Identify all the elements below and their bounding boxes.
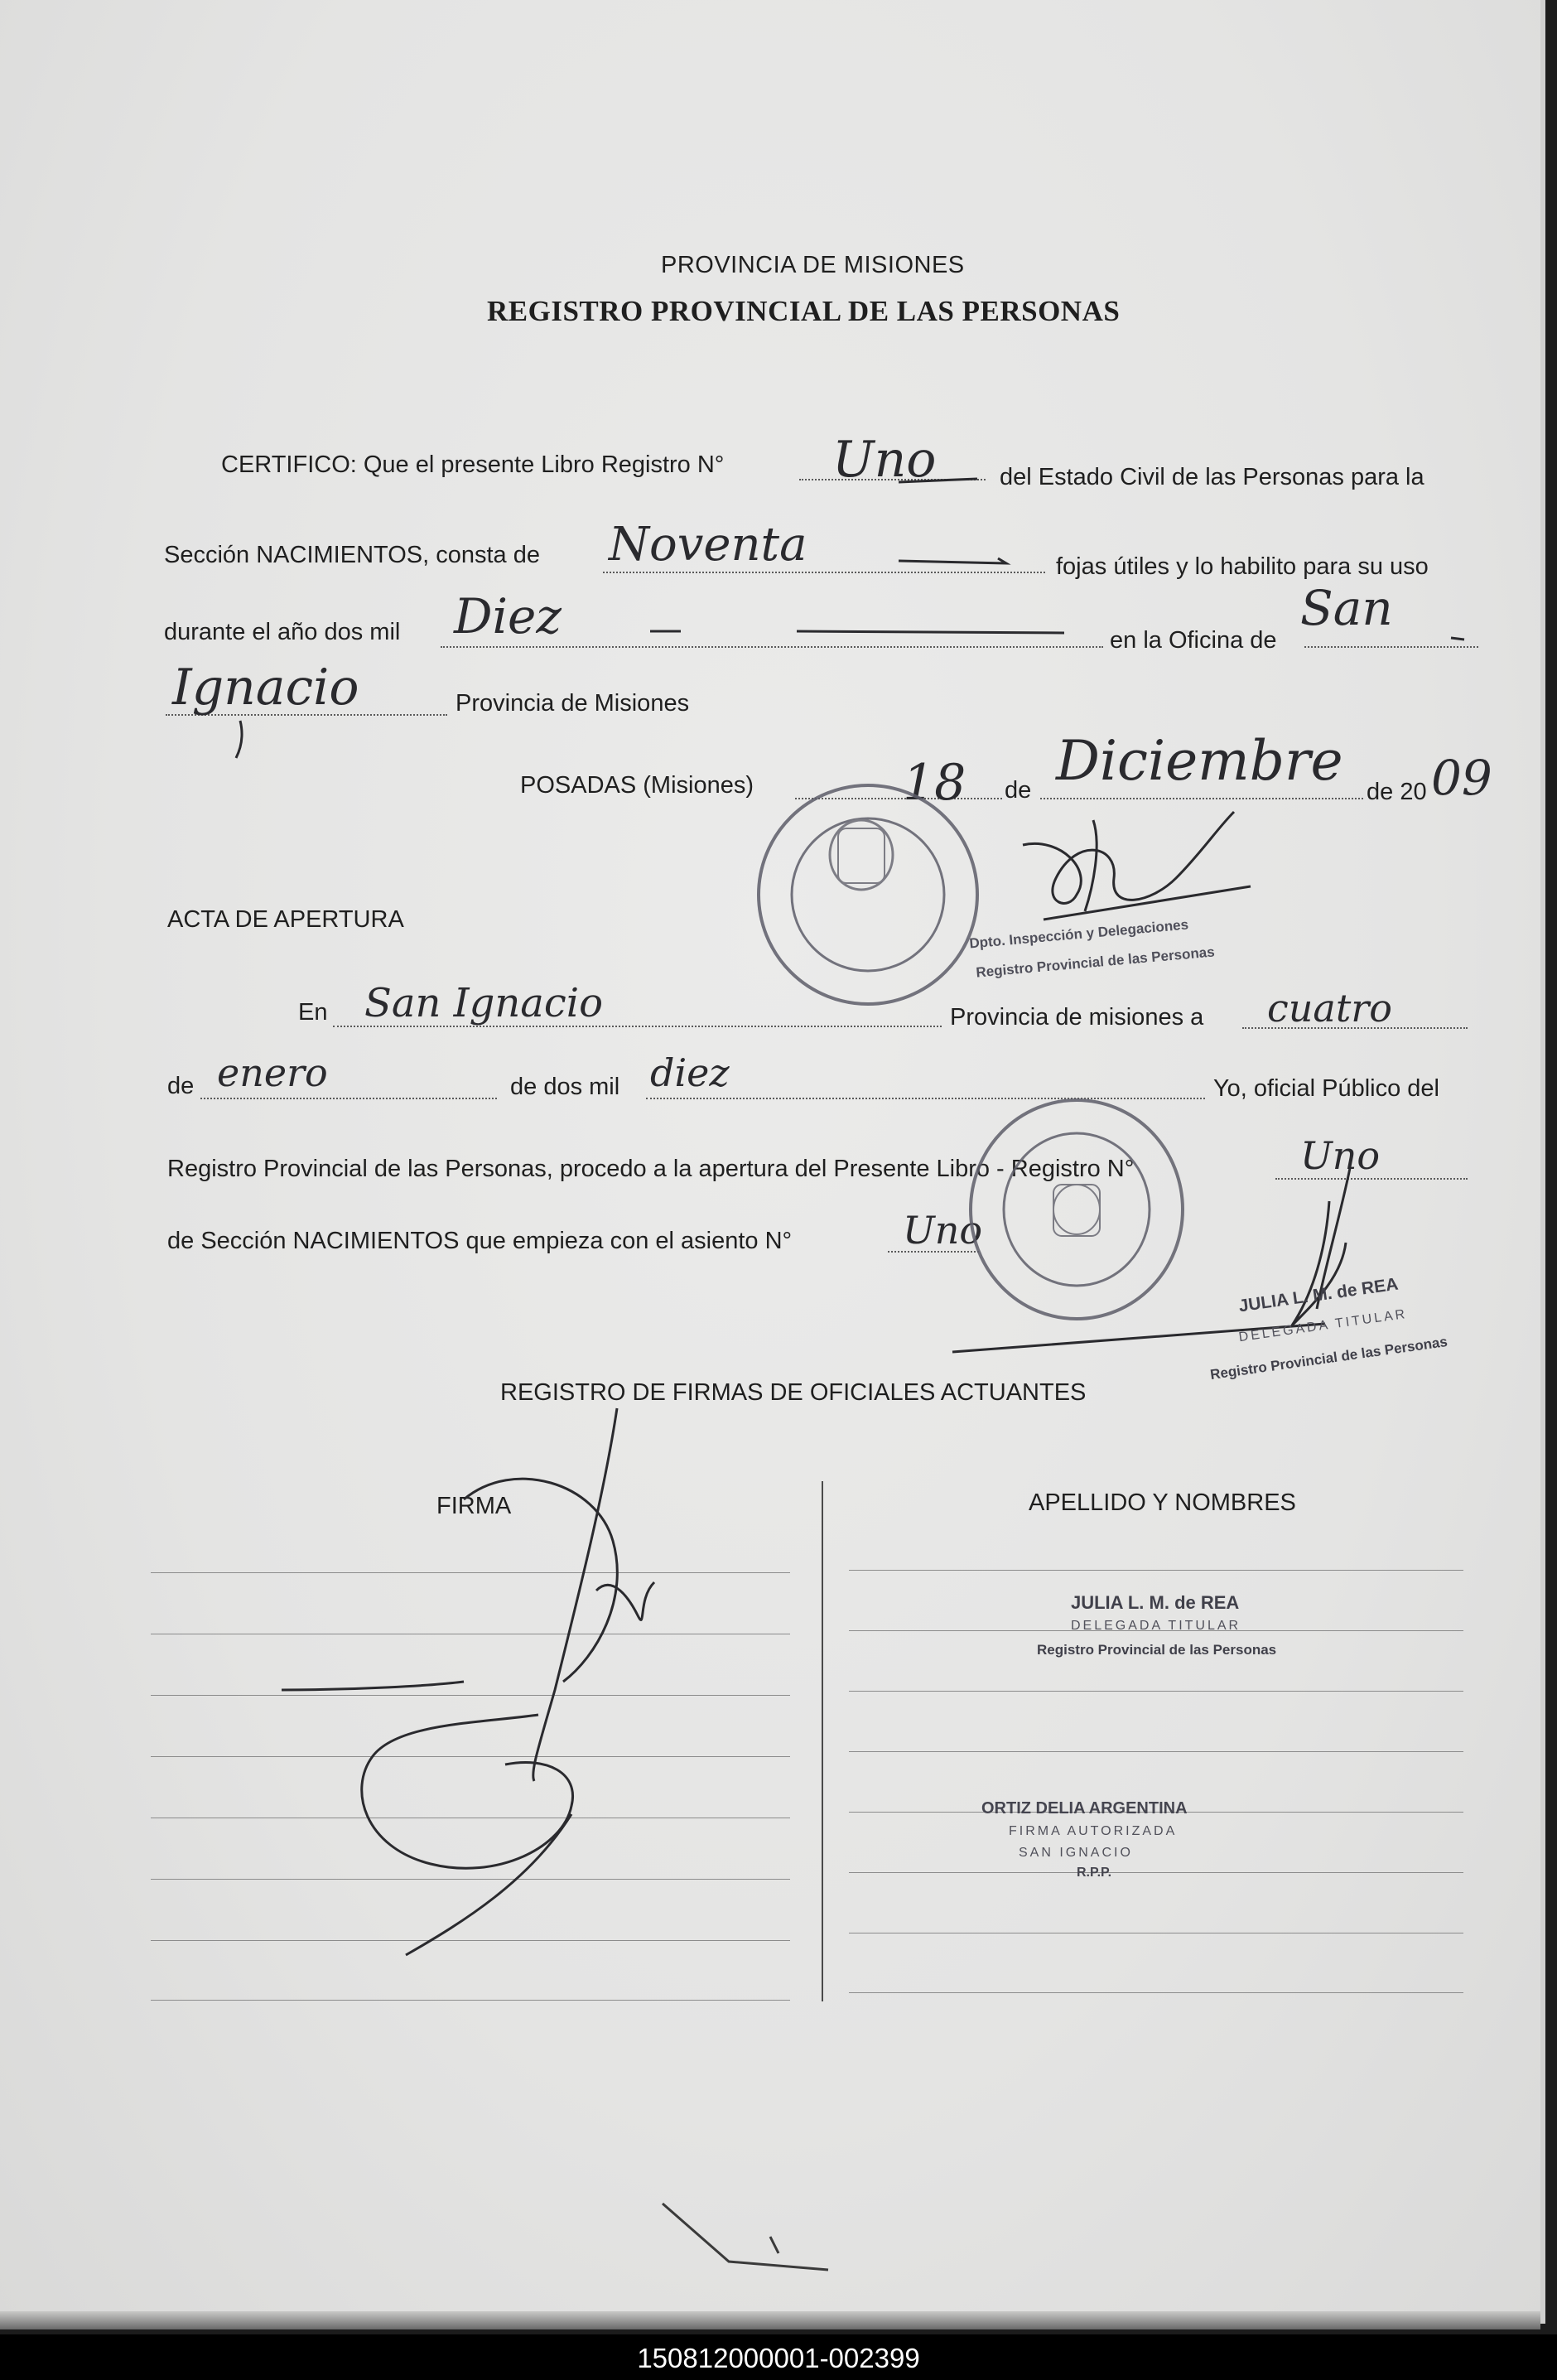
stamp-ortiz-rpp: R.P.P.	[1077, 1866, 1112, 1880]
cert-office-part1: San	[1300, 580, 1393, 636]
cert-line1-text-b: del Estado Civil de las Personas para la	[1000, 464, 1424, 490]
cert-book-number: Uno	[832, 431, 937, 489]
acta-month: enero	[217, 1050, 328, 1095]
acta-dosmil: de dos mil	[510, 1074, 620, 1100]
cert-de: de	[1005, 777, 1032, 804]
signatures-col-firma: FIRMA	[436, 1493, 512, 1519]
acta-day: cuatro	[1267, 986, 1392, 1031]
signatures-title: REGISTRO DE FIRMAS DE OFICIALES ACTUANTES	[500, 1379, 1087, 1406]
acta-yo: Yo, oficial Público del	[1213, 1075, 1439, 1102]
acta-en: En	[298, 999, 328, 1026]
official-seal-top	[759, 785, 977, 1004]
acta-de: de	[167, 1073, 195, 1099]
stamp-julia-title-2: DELEGADA TITULAR	[1071, 1619, 1241, 1633]
acta-line3: Registro Provincial de las Personas, procedo a la apertura del Presente Libro - Registro N°	[167, 1156, 1135, 1182]
header-registry: REGISTRO PROVINCIAL DE LAS PERSONAS	[487, 295, 1121, 327]
cert-line1-text: CERTIFICO: Que el presente Libro Registro N°	[221, 451, 725, 478]
official-seal-bottom	[971, 1100, 1183, 1319]
signature-official-top	[1023, 812, 1251, 920]
header-province: PROVINCIA DE MISIONES	[661, 252, 965, 278]
stamp-julia-registry: Registro Provincial de las Personas	[1209, 1333, 1449, 1383]
acta-title: ACTA DE APERTURA	[167, 906, 404, 933]
cert-folios: Noventa	[609, 518, 807, 572]
stamp-dept-line1: Dpto. Inspección y Delegaciones	[968, 916, 1189, 952]
acta-place: San Ignacio	[364, 980, 604, 1026]
signatures-col-nombres: APELLIDO Y NOMBRES	[1029, 1489, 1296, 1516]
acta-line4: de Sección NACIMIENTOS que empieza con el asiento N°	[167, 1228, 793, 1254]
cert-line4-text: Provincia de Misiones	[456, 690, 690, 717]
signature-firma	[282, 1408, 654, 1955]
cert-day: 18	[903, 754, 966, 812]
stamp-ortiz-place: SAN IGNACIO	[1019, 1846, 1133, 1860]
cert-line2-text: Sección NACIMIENTOS, consta de	[164, 542, 540, 568]
cert-line3-text-b: en la Oficina de	[1110, 627, 1277, 654]
footer-document-id: 150812000001-002399	[637, 2343, 920, 2373]
cert-line3-text: durante el año dos mil	[164, 619, 401, 645]
stamp-ortiz-name: ORTIZ DELIA ARGENTINA	[981, 1799, 1188, 1818]
cert-line2-text-b: fojas útiles y lo habilito para su uso	[1056, 553, 1429, 580]
stamp-julia-name: JULIA L. M. de REA	[1237, 1274, 1400, 1316]
stamp-julia-registry-2: Registro Provincial de las Personas	[1037, 1642, 1277, 1658]
handwritten-mark	[236, 721, 242, 758]
cert-office-part2: Ignacio	[172, 659, 359, 717]
acta-book-number: Uno	[1300, 1133, 1381, 1178]
stamp-dept-line2: Registro Provincial de las Personas	[975, 944, 1216, 981]
acta-entry-number: Uno	[903, 1208, 983, 1253]
cert-place: POSADAS (Misiones)	[520, 772, 754, 799]
staple-mark	[663, 2204, 828, 2270]
hand-strokes	[650, 479, 1464, 640]
cert-month: Diciembre	[1056, 729, 1343, 793]
cert-year-prefix: de 20	[1367, 779, 1427, 805]
cert-year: Diez	[454, 588, 562, 644]
cert-year-suffix: 09	[1431, 750, 1492, 806]
stamp-julia-title: DELEGADA TITULAR	[1237, 1306, 1409, 1345]
stamp-ortiz-title: FIRMA AUTORIZADA	[1009, 1824, 1178, 1838]
stamp-julia-name-2: JULIA L. M. de REA	[1071, 1592, 1240, 1613]
acta-prov: Provincia de misiones a	[950, 1004, 1204, 1031]
acta-year: diez	[650, 1050, 730, 1095]
